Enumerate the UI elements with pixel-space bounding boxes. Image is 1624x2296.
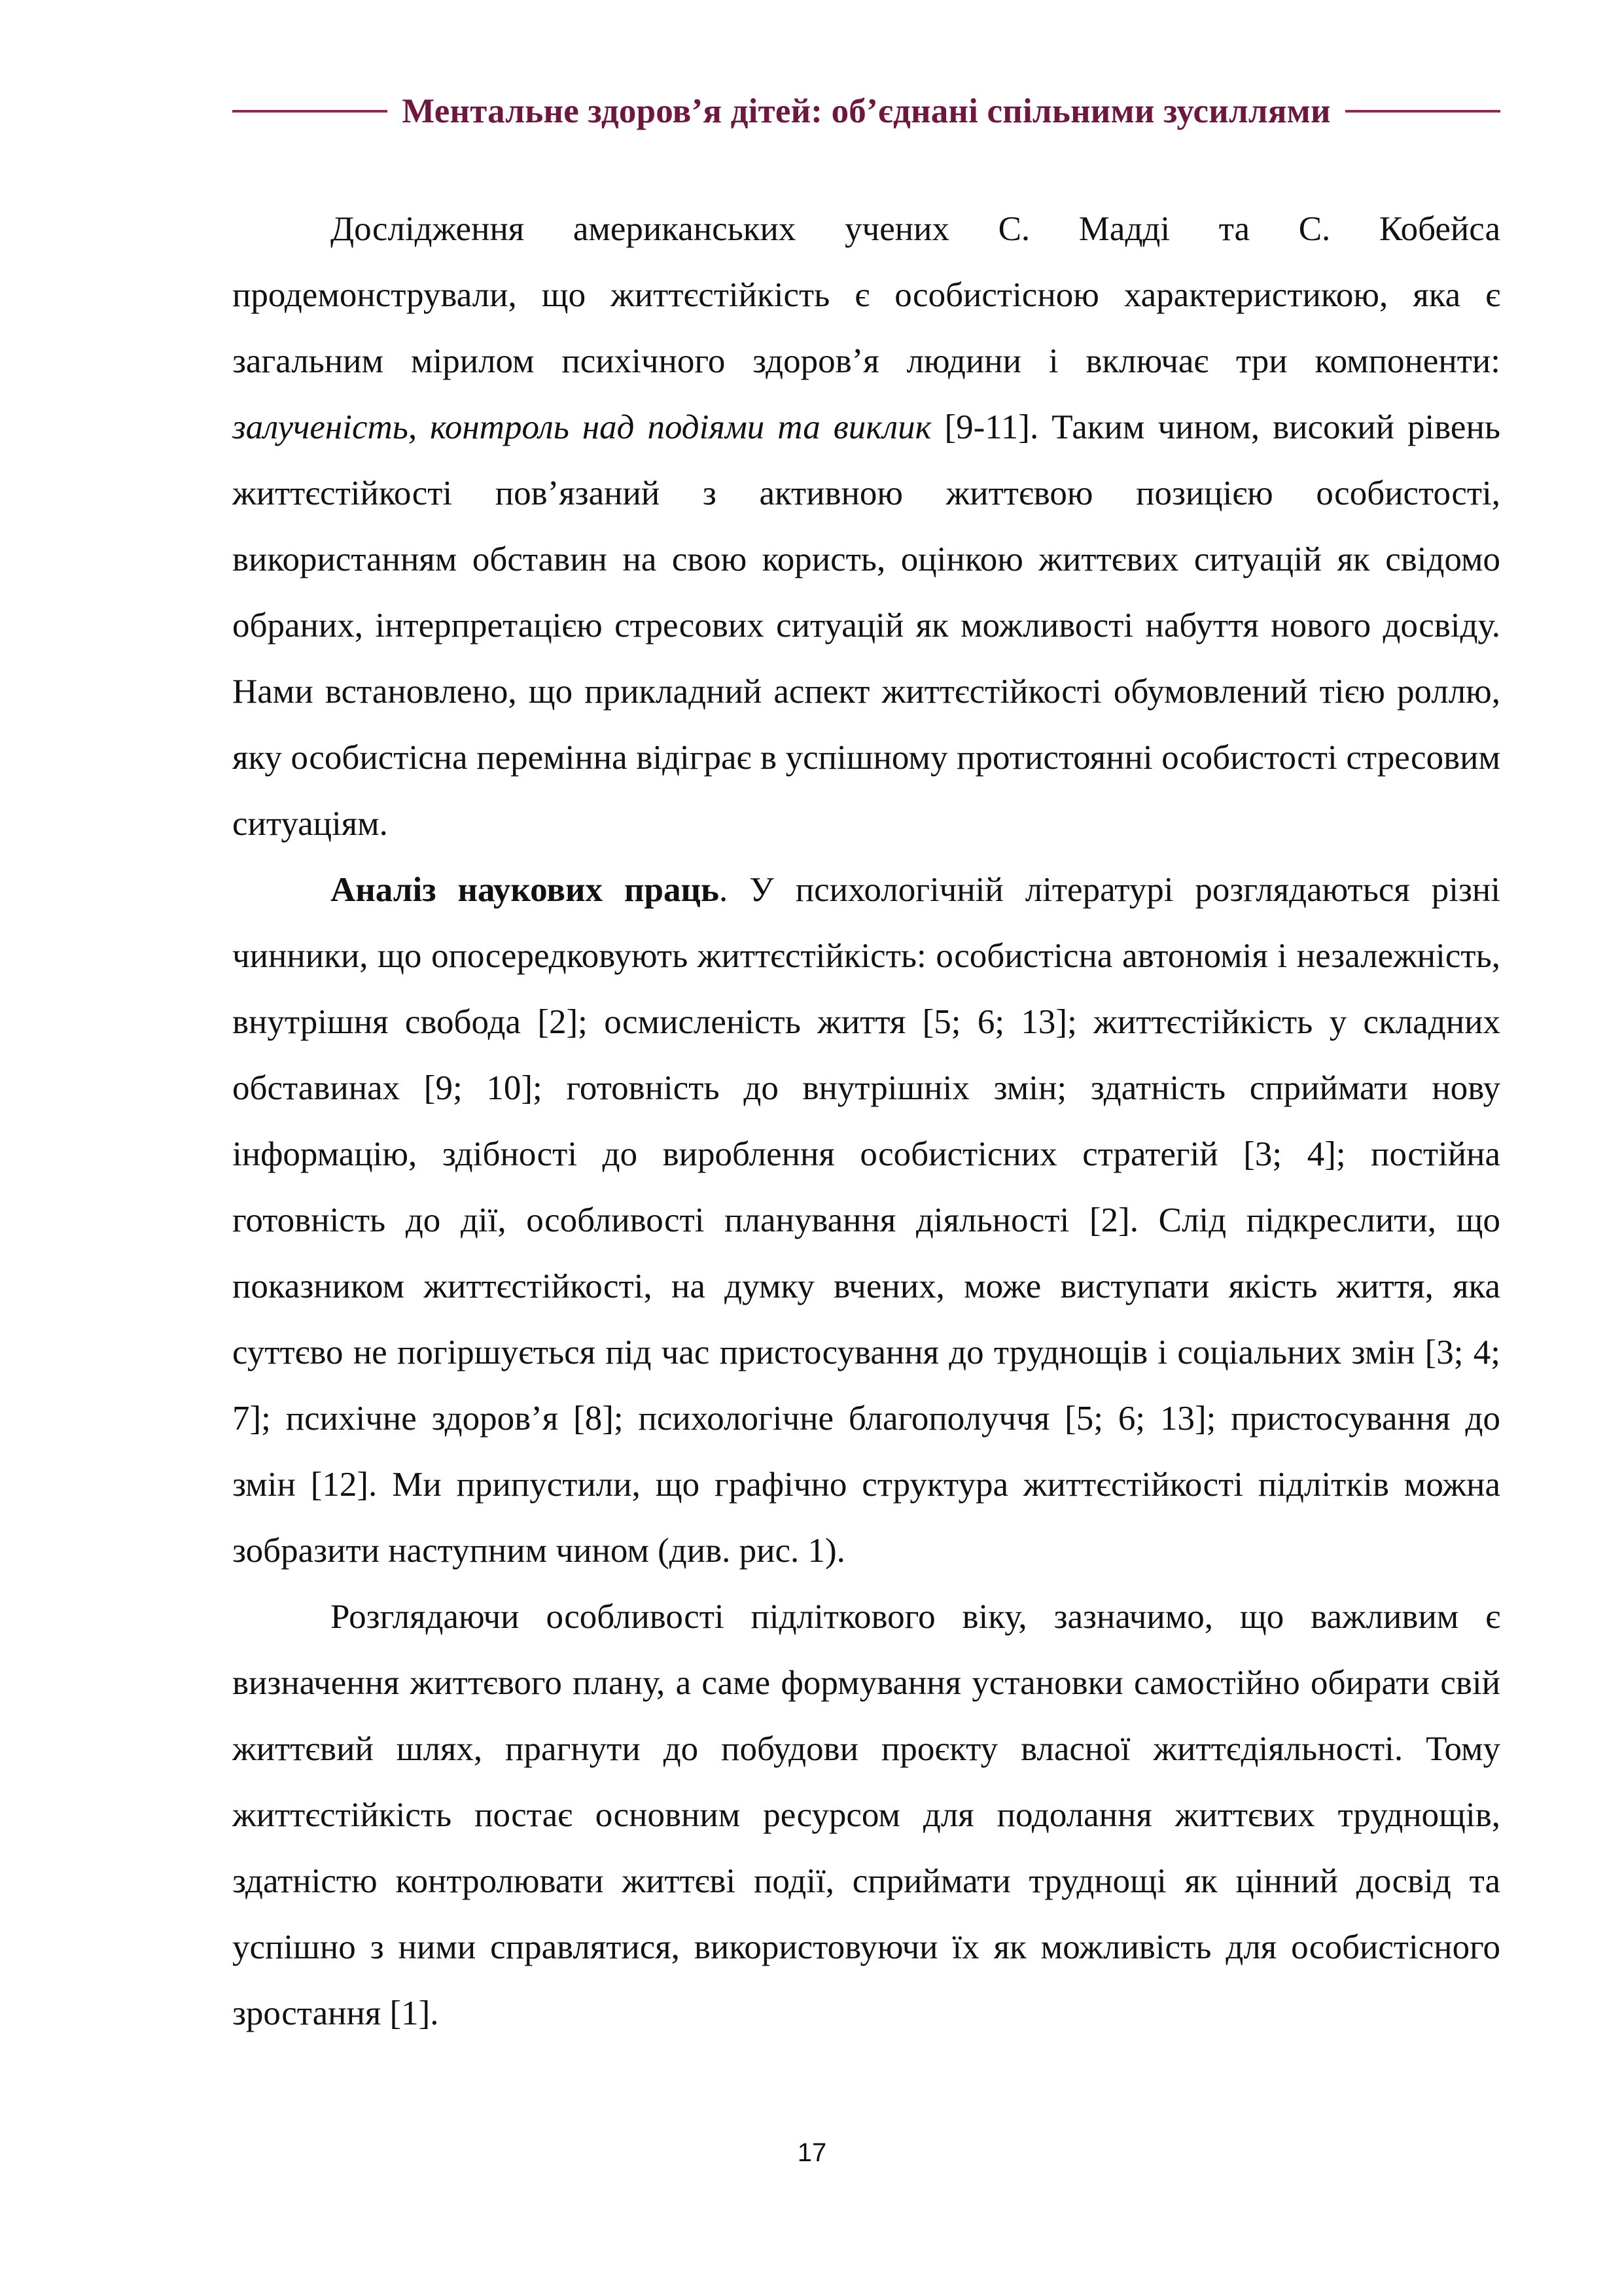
paragraph-2-bold-lead: Аналіз наукових праць [330, 871, 720, 909]
paragraph-1-text-before: Дослідження американських учених С. Мадді та С. Кобейса продемонстрували, що життєстійкість є особистісною характеристикою, яка є загальним мірилом психічного здоров’я людини і включає три компоненти: [232, 210, 1500, 380]
paragraph-1-italic: залученість, контроль над подіями та виклик [232, 408, 932, 446]
body-text [232, 196, 1500, 2047]
header-rule-right [1345, 110, 1500, 113]
header-title: Ментальне здоров’я дітей: об’єднані спільними зусиллями [402, 92, 1331, 130]
paragraph-1 [232, 196, 1500, 857]
page-number: 17 [797, 2138, 827, 2167]
header-rule-left [232, 110, 387, 113]
paragraph-2 [232, 857, 1500, 1584]
paragraph-3-text: Розглядаючи особливості підліткового віку, зазначимо, що важливим є визначення життєвого плану, а саме формування установки самостійно обирати свій життєвий шлях, прагнути до побудови проєкту власної життєдіяльності. Тому життєстійкість постає основним ресурсом для подолання життєвих труднощів, здатністю контролювати життєві події, сприймати труднощі як цінний досвід та успішно з ними справлятися, використовуючи їх як можливість для особистісного зростання [1]. [232, 1598, 1500, 2032]
paragraph-2-text: . У психологічній літературі розглядаються різні чинники, що опосередковують життєстійкість: особистісна автономія і незалежність, внутрішня свобода [2]; осмисленість життя [5; 6; 13]; життєстійкість у складних обставинах [9; 10]; готовність до внутрішніх змін; здатність сприймати нову інформацію, здібності до вироблення особистісних стратегій [3; 4]; постійна готовність до дії, особливості планування діяльності [2]. Слід підкреслити, що показником життєстійкості, на думку вчених, може виступати якість життя, яка суттєво не погіршується під час пристосування до труднощів і соціальних змін [3; 4; 7]; психічне здоров’я [8]; психологічне благополуччя [5; 6; 13]; пристосування до змін [12]. Ми припустили, що графічно структура життєстійкості підлітків можна зобразити наступним чином (див. рис. 1). [232, 871, 1500, 1570]
paragraph-1-text-after: [9-11]. Таким чином, високий рівень життєстійкості пов’язаний з активною життєвою позицією особистості, використанням обставин на свою користь, оцінкою життєвих ситуацій як свідомо обраних, інтерпретацією стресових ситуацій як можливості набуття нового досвіду. Нами встановлено, що прикладний аспект життєстійкості обумовлений тією роллю, яку особистісна перемінна відіграє в успішному протистоянні особистості стресовим ситуаціям. [232, 408, 1500, 843]
running-header [232, 85, 1500, 137]
paragraph-3 [232, 1584, 1500, 2047]
